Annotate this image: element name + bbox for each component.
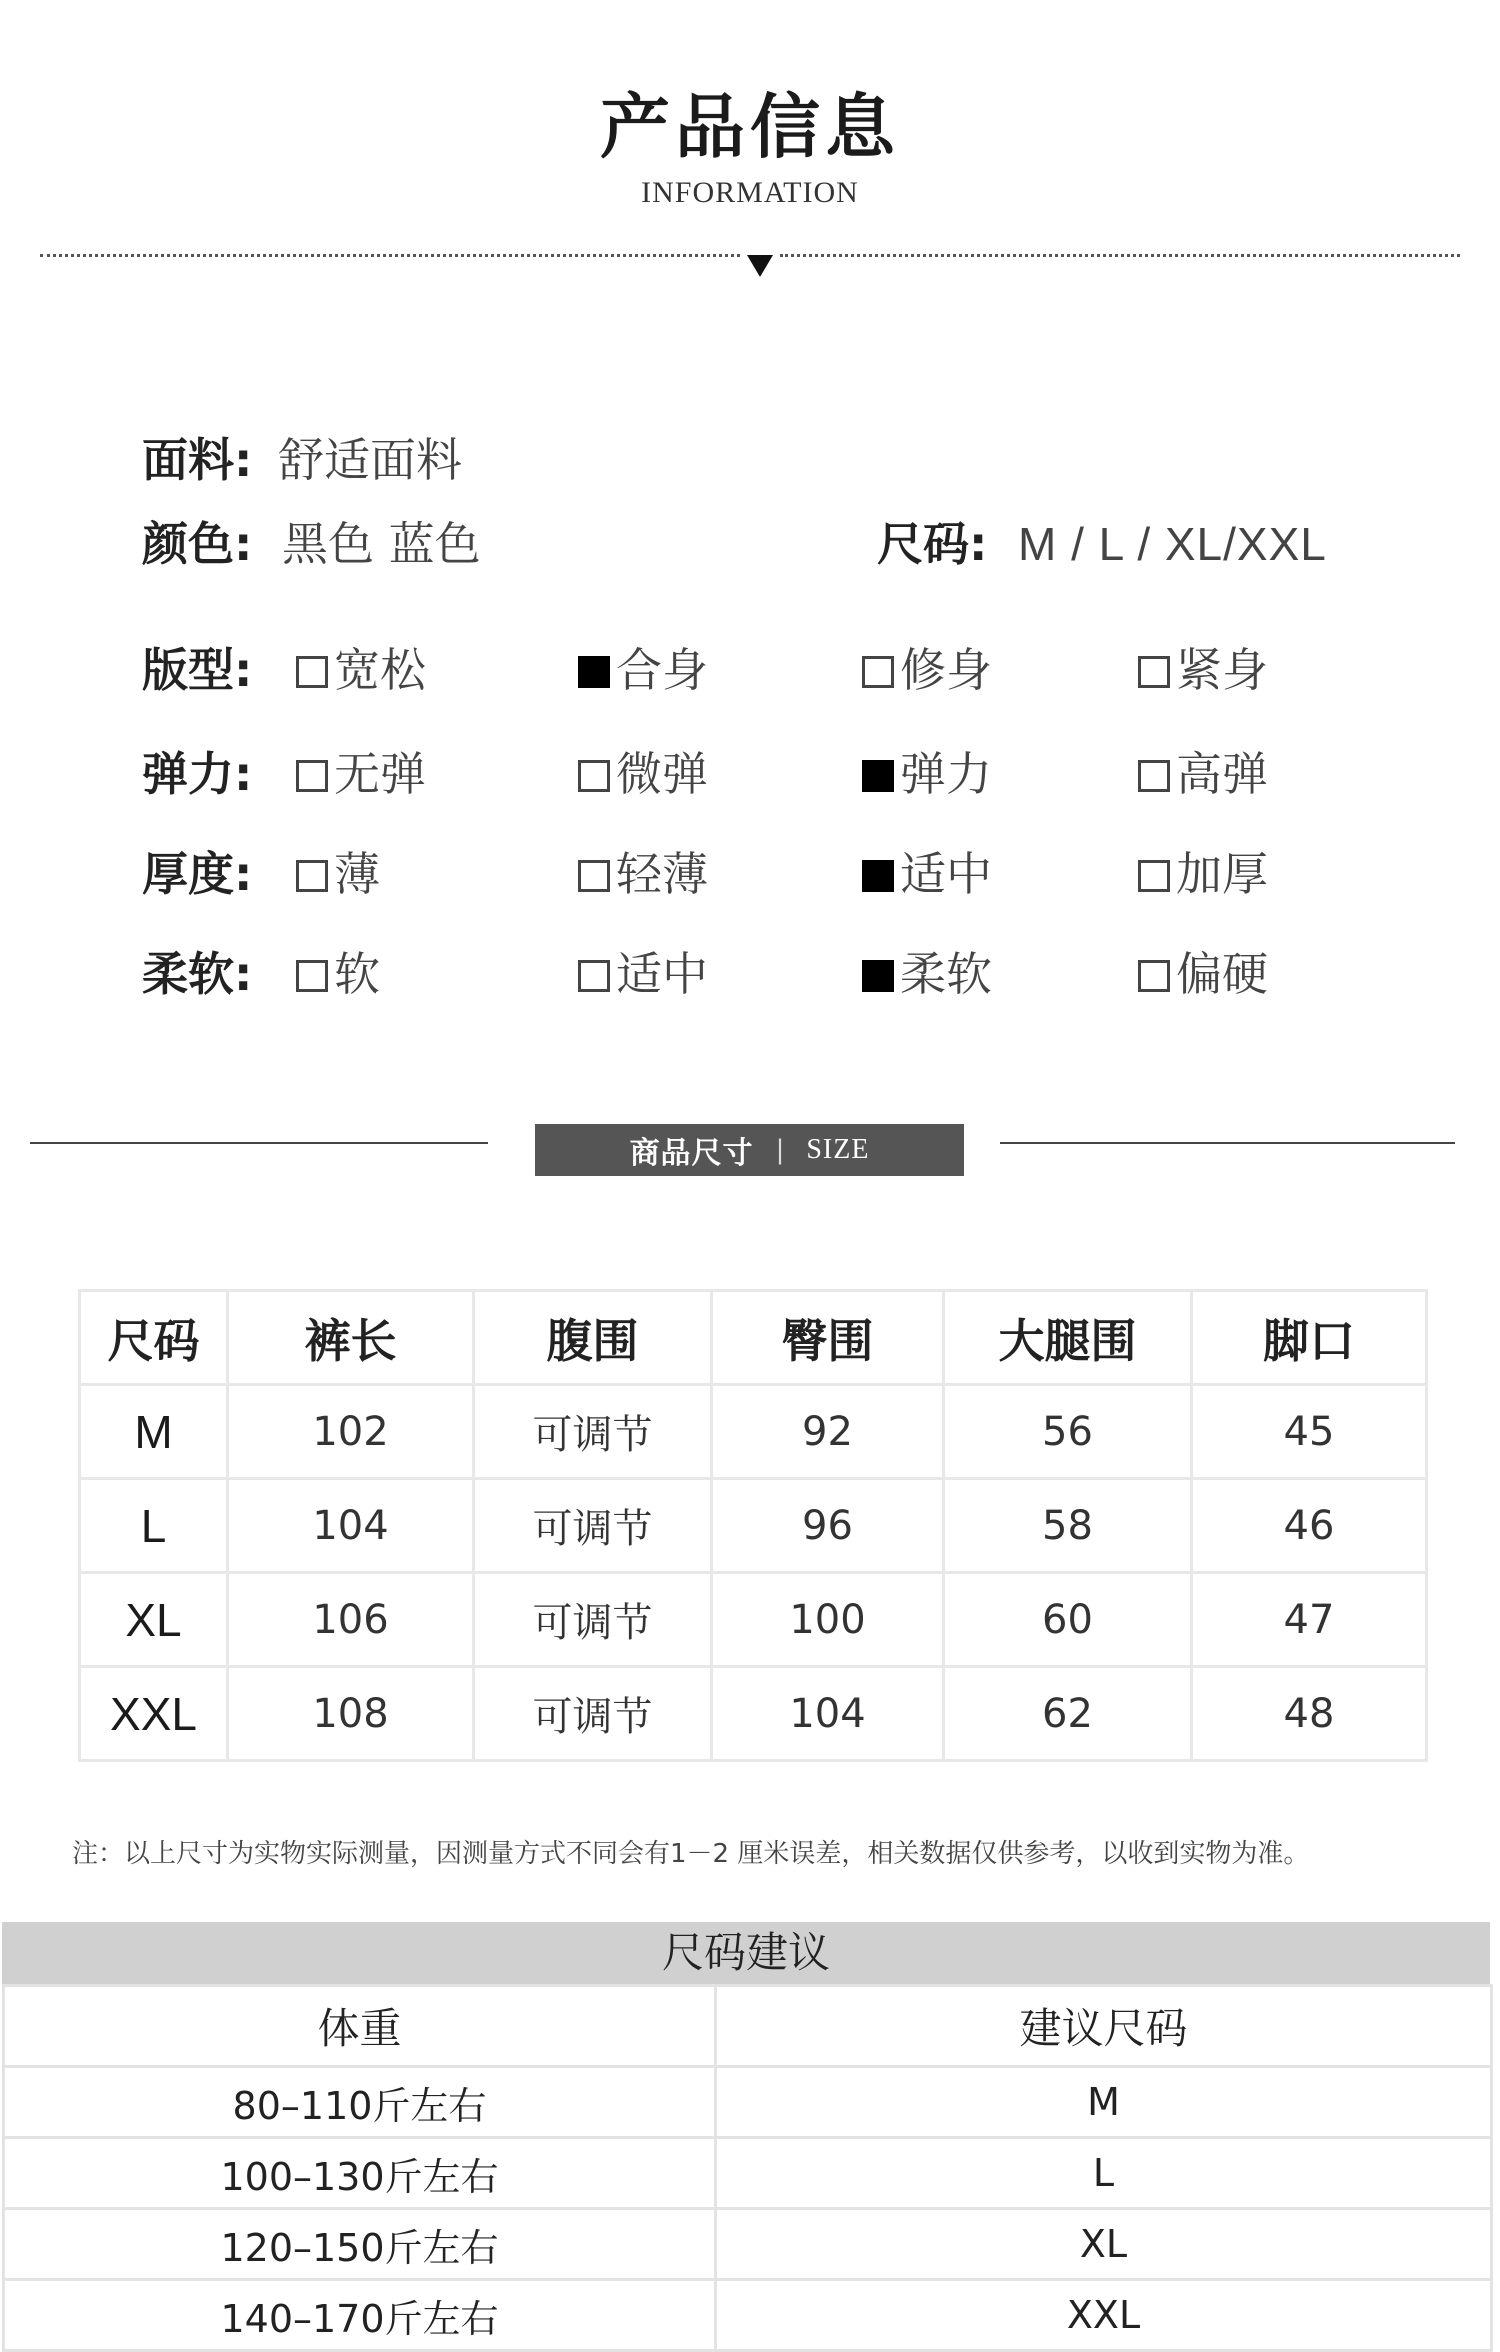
measurement-cell: 62 xyxy=(944,1667,1192,1761)
attribute-option xyxy=(1138,640,1268,700)
unchecked-box-icon xyxy=(862,656,894,688)
measurement-note: 注：以上尺寸为实物实际测量，因测量方式不同会有1－2 厘米误差，相关数据仅供参考，以收到实物为准。 xyxy=(72,1839,1310,1869)
recommendation-header: 建议尺码 xyxy=(716,1986,1492,2067)
attribute-option xyxy=(862,640,992,700)
weight-cell: 80–110斤左右 xyxy=(4,2067,716,2138)
attribute-label: 柔软: xyxy=(142,947,253,1001)
size-table-header: 裤长 xyxy=(228,1291,474,1385)
attribute-option-label: 适中 xyxy=(616,947,708,1001)
checked-box-icon xyxy=(862,860,894,892)
checked-box-icon xyxy=(862,960,894,992)
size-table-header: 臀围 xyxy=(712,1291,944,1385)
attribute-option xyxy=(862,944,992,1004)
attribute-option xyxy=(296,944,380,1004)
weight-cell: 100–130斤左右 xyxy=(4,2138,716,2209)
size-cell: M xyxy=(80,1385,228,1479)
unchecked-box-icon xyxy=(1138,656,1170,688)
attribute-option-label: 偏硬 xyxy=(1176,947,1268,1001)
measurement-cell: 46 xyxy=(1192,1479,1427,1573)
size-table-body xyxy=(80,1385,1427,1761)
table-row xyxy=(80,1385,1427,1479)
size-label: 尺码: xyxy=(877,517,988,571)
attribute-option-label: 紧身 xyxy=(1176,643,1268,697)
size-table-header: 腹围 xyxy=(474,1291,712,1385)
attribute-option-label: 加厚 xyxy=(1176,847,1268,901)
size-table-header: 脚口 xyxy=(1192,1291,1427,1385)
attribute-label: 版型: xyxy=(142,643,253,697)
table-row xyxy=(80,1479,1427,1573)
attribute-label: 厚度: xyxy=(142,847,253,901)
unchecked-box-icon xyxy=(1138,860,1170,892)
measurement-cell: 102 xyxy=(228,1385,474,1479)
table-row xyxy=(4,2209,1492,2280)
attribute-option-label: 轻薄 xyxy=(616,847,708,901)
attribute-option xyxy=(862,844,992,904)
checked-box-icon xyxy=(862,760,894,792)
measurement-cell: 100 xyxy=(712,1573,944,1667)
weight-cell: 120–150斤左右 xyxy=(4,2209,716,2280)
attribute-label: 弹力: xyxy=(142,747,253,801)
attribute-option-label: 高弹 xyxy=(1176,747,1268,801)
unchecked-box-icon xyxy=(296,656,328,688)
attribute-option xyxy=(578,640,708,700)
attribute-option xyxy=(296,744,426,804)
table-row xyxy=(4,2138,1492,2209)
table-row xyxy=(4,2280,1492,2351)
attribute-option-label: 宽松 xyxy=(334,643,426,697)
size-banner-cn: 商品尺寸 xyxy=(629,1136,754,1171)
attribute-option xyxy=(578,744,708,804)
attribute-option xyxy=(862,744,992,804)
attribute-option-label: 薄 xyxy=(334,847,380,901)
unchecked-box-icon xyxy=(578,760,610,792)
attribute-option-label: 软 xyxy=(334,947,380,1001)
measurement-cell: 106 xyxy=(228,1573,474,1667)
caret-down-icon xyxy=(747,255,773,277)
fabric-label: 面料: xyxy=(142,433,253,487)
recommendation-header-row xyxy=(4,1986,1492,2067)
size-cell: L xyxy=(80,1479,228,1573)
measurement-cell: 可调节 xyxy=(474,1667,712,1761)
banner-line-right xyxy=(1000,1142,1455,1144)
attribute-option-label: 无弹 xyxy=(334,747,426,801)
attribute-option xyxy=(1138,844,1268,904)
measurement-cell: 可调节 xyxy=(474,1479,712,1573)
attribute-option xyxy=(296,640,426,700)
size-cell: XXL xyxy=(80,1667,228,1761)
unchecked-box-icon xyxy=(1138,960,1170,992)
measurement-cell: 56 xyxy=(944,1385,1192,1479)
unchecked-box-icon xyxy=(1138,760,1170,792)
attribute-option xyxy=(1138,944,1268,1004)
recommended-size-cell: XXL xyxy=(716,2280,1492,2351)
size-cell: XL xyxy=(80,1573,228,1667)
recommendation-header: 体重 xyxy=(4,1986,716,2067)
dotted-divider-left xyxy=(40,254,740,257)
recommendation-title: 尺码建议 xyxy=(2,1922,1490,1984)
unchecked-box-icon xyxy=(578,860,610,892)
recommendation-table xyxy=(2,1984,1493,2352)
color-value: 黑色 蓝色 xyxy=(282,517,481,571)
unchecked-box-icon xyxy=(578,960,610,992)
size-table-header: 大腿围 xyxy=(944,1291,1192,1385)
size-banner xyxy=(535,1124,964,1176)
measurement-cell: 58 xyxy=(944,1479,1192,1573)
fabric-value: 舒适面料 xyxy=(278,433,462,487)
recommended-size-cell: XL xyxy=(716,2209,1492,2280)
attribute-option-label: 适中 xyxy=(900,847,992,901)
attribute-option-label: 微弹 xyxy=(616,747,708,801)
size-table-header: 尺码 xyxy=(80,1291,228,1385)
measurement-cell: 104 xyxy=(712,1667,944,1761)
checked-box-icon xyxy=(578,656,610,688)
unchecked-box-icon xyxy=(296,760,328,792)
measurement-cell: 104 xyxy=(228,1479,474,1573)
measurement-cell: 47 xyxy=(1192,1573,1427,1667)
measurement-cell: 96 xyxy=(712,1479,944,1573)
measurement-cell: 92 xyxy=(712,1385,944,1479)
size-table xyxy=(78,1289,1428,1762)
attribute-option-label: 柔软 xyxy=(900,947,992,1001)
unchecked-box-icon xyxy=(296,960,328,992)
size-banner-separator: | xyxy=(775,1135,785,1165)
table-row xyxy=(80,1667,1427,1761)
recommended-size-cell: L xyxy=(716,2138,1492,2209)
table-row xyxy=(80,1573,1427,1667)
page-title: 产品信息 xyxy=(600,86,900,168)
size-value: M / L / XL/XXL xyxy=(1018,518,1327,570)
page-subtitle: INFORMATION xyxy=(641,176,859,209)
size-banner-en: SIZE xyxy=(806,1134,870,1165)
dotted-divider-right xyxy=(780,254,1460,257)
attribute-option-label: 弹力 xyxy=(900,747,992,801)
attribute-option xyxy=(578,944,708,1004)
attribute-option xyxy=(1138,744,1268,804)
table-row xyxy=(4,2067,1492,2138)
unchecked-box-icon xyxy=(296,860,328,892)
banner-line-left xyxy=(30,1142,488,1144)
color-label: 颜色: xyxy=(142,517,253,571)
measurement-cell: 可调节 xyxy=(474,1573,712,1667)
attribute-option-label: 合身 xyxy=(616,643,708,697)
recommendation-body xyxy=(4,2067,1492,2351)
measurement-cell: 45 xyxy=(1192,1385,1427,1479)
size-table-header-row xyxy=(80,1291,1427,1385)
measurement-cell: 可调节 xyxy=(474,1385,712,1479)
weight-cell: 140–170斤左右 xyxy=(4,2280,716,2351)
measurement-cell: 60 xyxy=(944,1573,1192,1667)
measurement-cell: 48 xyxy=(1192,1667,1427,1761)
recommended-size-cell: M xyxy=(716,2067,1492,2138)
attribute-option xyxy=(296,844,380,904)
attribute-option-label: 修身 xyxy=(900,643,992,697)
attribute-option xyxy=(578,844,708,904)
measurement-cell: 108 xyxy=(228,1667,474,1761)
